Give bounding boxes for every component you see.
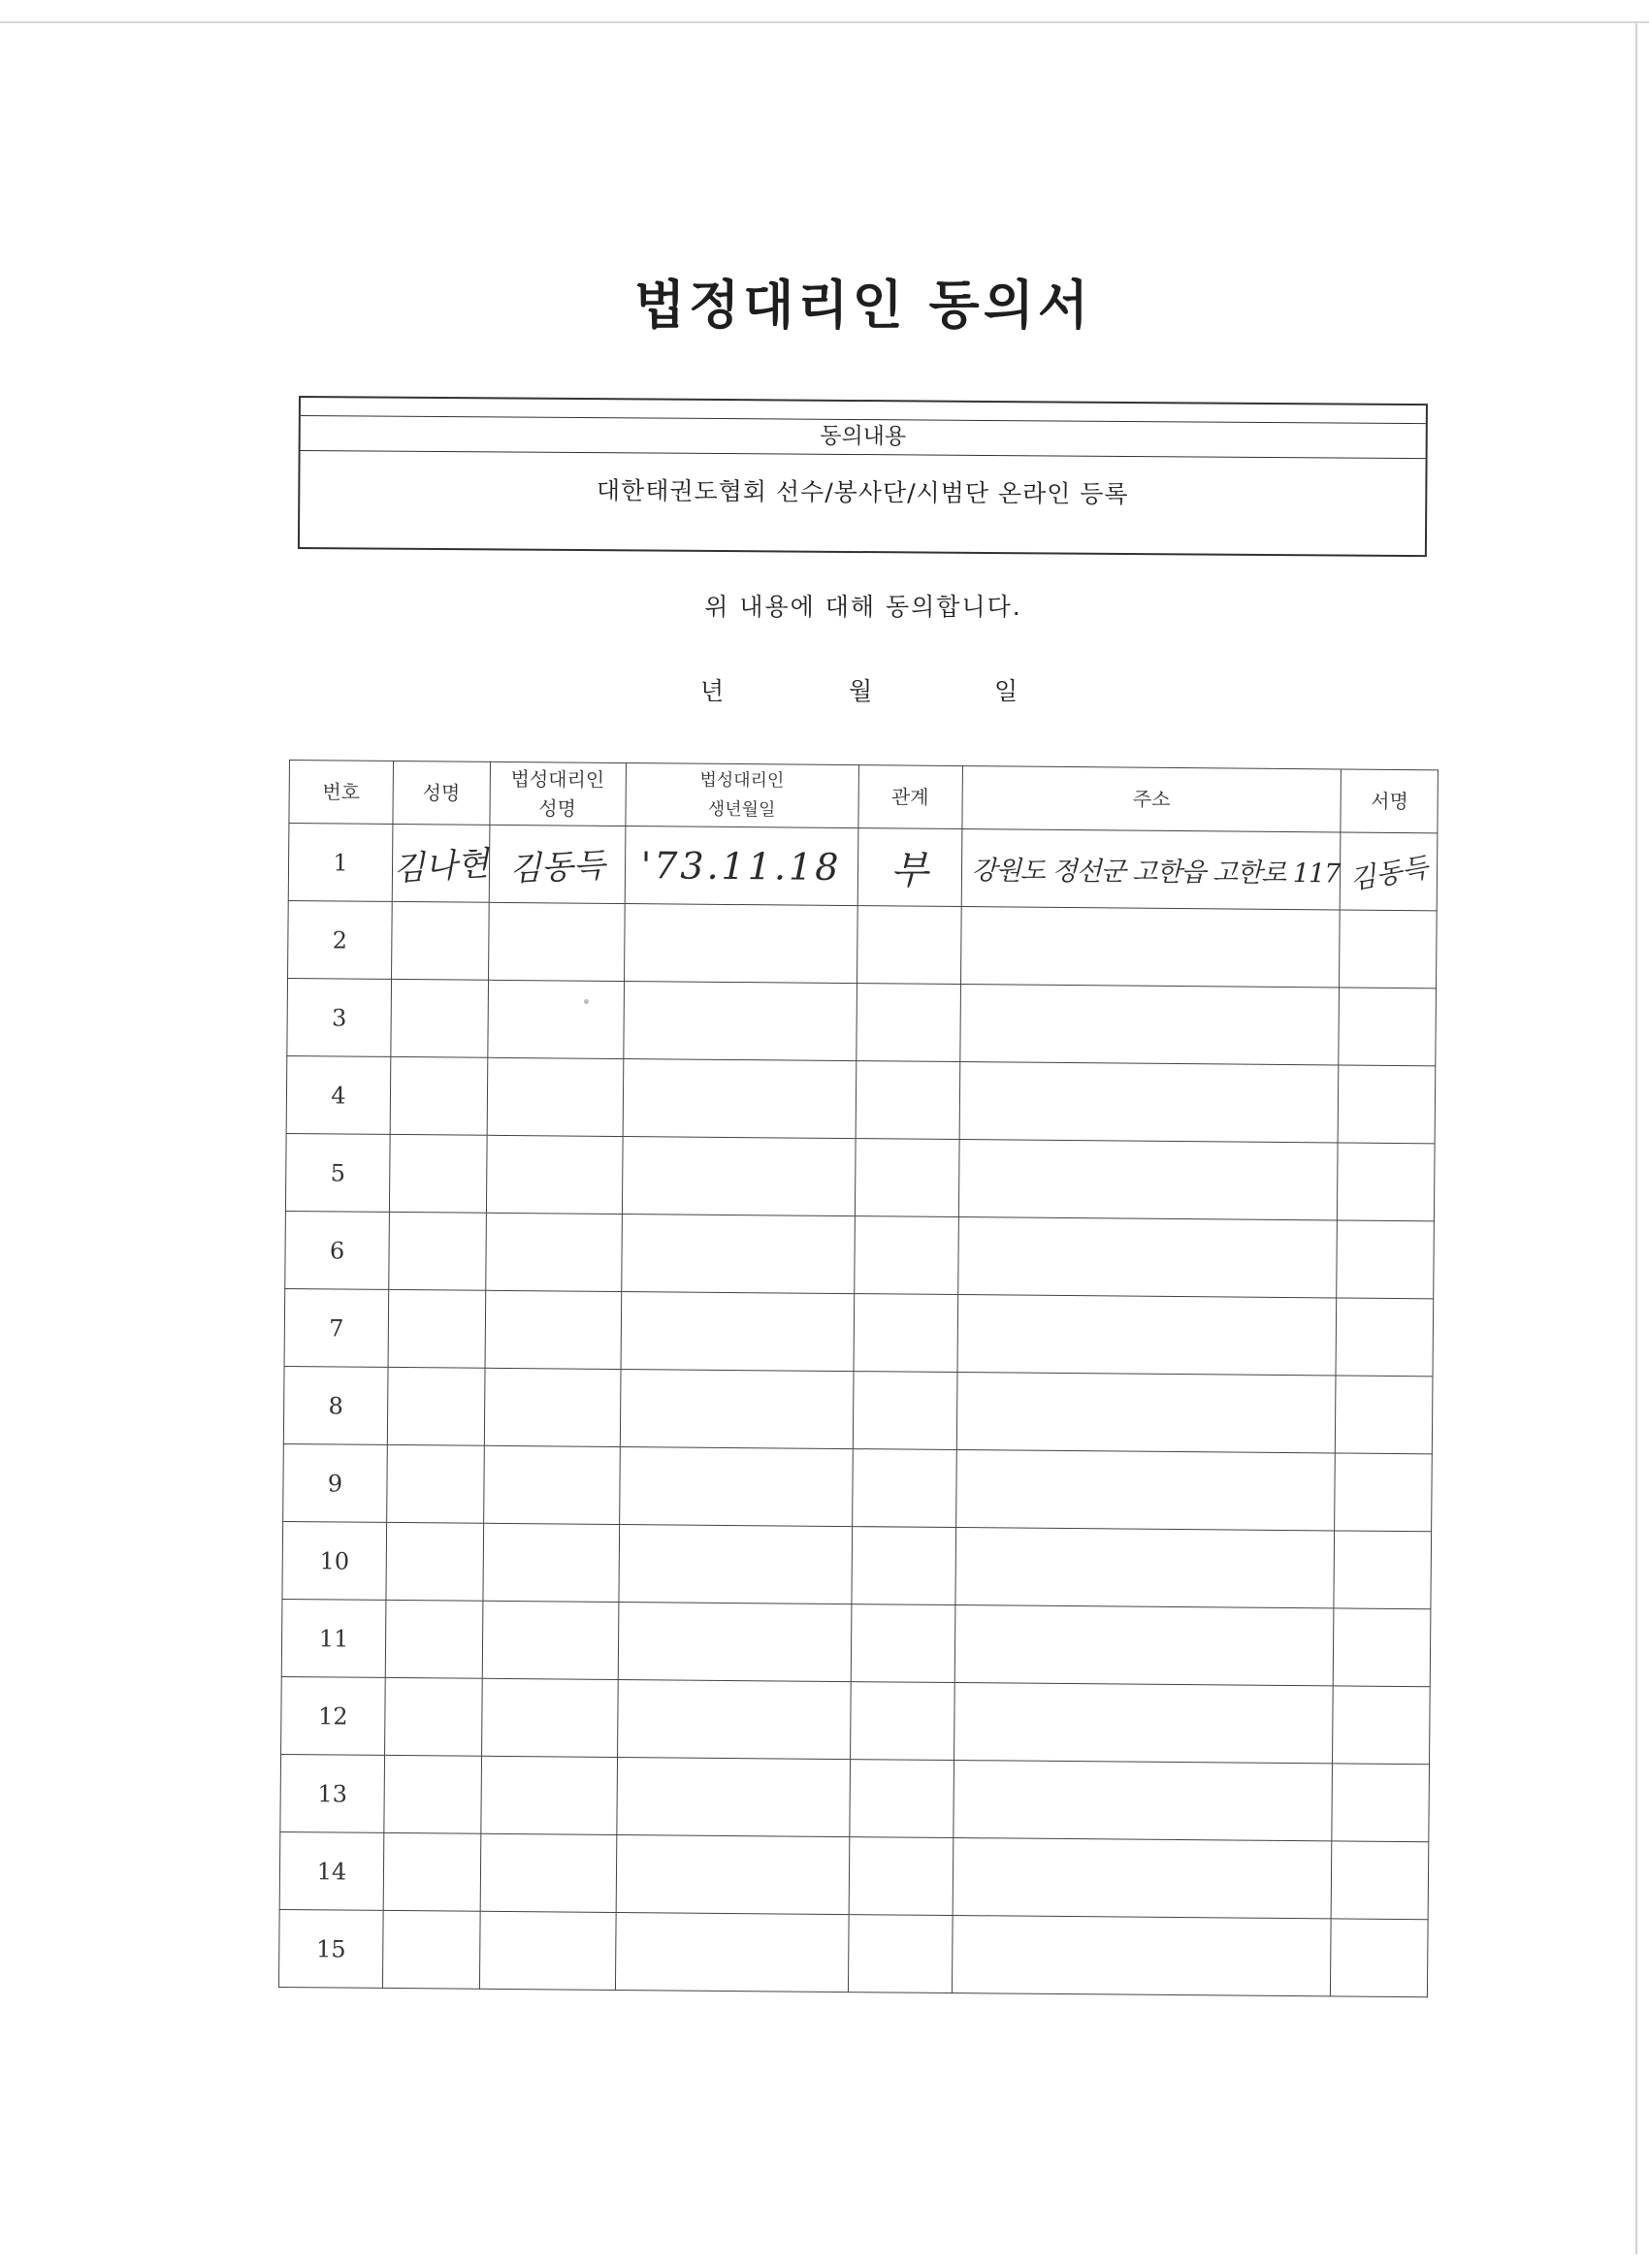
cell-guardian-name: [489, 825, 626, 903]
cell-name: [390, 1056, 487, 1135]
consent-box: [298, 396, 1428, 557]
row-number: 4: [286, 1055, 391, 1134]
cell-signature: [1339, 988, 1437, 1066]
table-row: [279, 1831, 1429, 1919]
cell-relation: [855, 1139, 959, 1217]
table-header-row: [289, 761, 1439, 833]
row-number: 12: [281, 1676, 386, 1755]
consent-text: 대한태권도협회 선수/봉사단/시범단 온라인 등록: [596, 476, 1129, 508]
cell-guardian-birth: [622, 1137, 856, 1216]
table-row: [288, 824, 1438, 911]
document-title: 법정대리인 동의서: [633, 274, 1093, 336]
table-row: [284, 1288, 1434, 1376]
cell-relation: [852, 1449, 956, 1528]
cell-guardian-birth: [619, 1447, 853, 1527]
cell-relation: [857, 906, 961, 985]
table-row: [278, 1909, 1428, 1996]
cell-guardian-birth: [625, 826, 858, 906]
cell-address: [955, 1450, 1336, 1531]
cell-guardian-birth: [621, 1215, 855, 1294]
handwritten-signature: 김동득: [1347, 850, 1431, 895]
table-row: [285, 1211, 1435, 1298]
cell-signature: [1341, 832, 1439, 911]
cell-guardian-name: [480, 1833, 617, 1912]
header-guardian-birth: 법성대리인 생년월일: [625, 763, 858, 828]
cell-relation: [849, 1760, 954, 1838]
cell-relation: [857, 828, 962, 907]
cell-address: [959, 1062, 1340, 1143]
cell-guardian-name: [485, 1213, 622, 1291]
cell-relation: [851, 1604, 955, 1683]
row-number: 14: [279, 1831, 384, 1910]
table-row: [283, 1366, 1433, 1453]
cell-name: [382, 1910, 479, 1989]
table-row: [281, 1676, 1431, 1764]
handwritten-guardian-birth: '73.11.18: [640, 843, 842, 889]
cell-address: [961, 829, 1342, 910]
row-number: 8: [283, 1366, 388, 1444]
row-number: 10: [282, 1521, 387, 1600]
cell-guardian-birth: [621, 1292, 855, 1372]
row-number: 7: [284, 1288, 389, 1367]
cell-name: [389, 1212, 486, 1290]
cell-signature: [1332, 1841, 1430, 1920]
cell-signature: [1340, 910, 1438, 988]
header-no: 번호: [289, 761, 394, 825]
table-row: [280, 1754, 1430, 1841]
cell-guardian-birth: [623, 1059, 857, 1139]
cell-address: [957, 1217, 1338, 1298]
cell-signature: [1336, 1376, 1434, 1454]
table-row: [282, 1521, 1432, 1608]
cell-name: [387, 1444, 484, 1523]
cell-address: [953, 1838, 1333, 1919]
cell-relation: [850, 1682, 954, 1761]
cell-relation: [849, 1837, 954, 1916]
cell-address: [954, 1683, 1334, 1764]
cell-relation: [854, 1294, 958, 1373]
handwritten-name: 김나현: [392, 844, 490, 890]
cell-name: [386, 1522, 483, 1601]
cell-guardian-birth: [616, 1834, 850, 1914]
cell-relation: [854, 1216, 958, 1295]
cell-signature: [1339, 1065, 1437, 1144]
cell-guardian-name: [487, 1057, 624, 1136]
cell-guardian-name: [484, 1368, 621, 1446]
cell-signature: [1334, 1608, 1432, 1687]
cell-address: [954, 1605, 1335, 1686]
header-signature: 서명: [1341, 769, 1439, 833]
scan-edge-right: [1635, 23, 1637, 2254]
cell-name: [392, 901, 489, 980]
cell-signature: [1334, 1531, 1432, 1609]
cell-name: [384, 1755, 481, 1833]
cell-guardian-name: [479, 1911, 616, 1990]
handwritten-guardian-name: 김동득: [508, 846, 606, 890]
cell-address: [952, 1916, 1332, 1996]
cell-signature: [1333, 1686, 1431, 1765]
row-number: 2: [288, 900, 393, 979]
cell-guardian-name: [487, 980, 624, 1058]
row-number: 9: [283, 1443, 388, 1522]
row-number: 15: [278, 1909, 383, 1988]
date-year-label: 년: [700, 677, 725, 705]
cell-relation: [851, 1527, 955, 1605]
cell-guardian-birth: [616, 1757, 850, 1836]
date-day-label: 일: [994, 677, 1018, 705]
cell-signature: [1331, 1919, 1429, 1997]
cell-address: [960, 907, 1341, 988]
header-address: 주소: [961, 766, 1341, 832]
table-row: [285, 1133, 1435, 1220]
cell-guardian-name: [480, 1756, 617, 1834]
cell-guardian-birth: [617, 1679, 851, 1759]
table-row: [288, 900, 1438, 988]
consent-heading: 동의내용: [820, 423, 907, 450]
cell-address: [954, 1528, 1335, 1608]
cell-guardian-birth: [623, 982, 857, 1061]
cell-name: [388, 1289, 485, 1368]
cell-name: [387, 1367, 484, 1445]
cell-guardian-name: [486, 1135, 623, 1214]
table-row: [281, 1599, 1431, 1686]
cell-name: [391, 979, 488, 1057]
cell-relation: [856, 1061, 960, 1140]
scan-edge-top: [0, 21, 1649, 23]
cell-guardian-birth: [618, 1602, 852, 1681]
table-row: [286, 1055, 1436, 1143]
handwritten-relation: 부: [890, 848, 929, 893]
cell-guardian-name: [485, 1290, 622, 1369]
cell-name: [385, 1677, 482, 1756]
cell-address: [953, 1761, 1333, 1841]
cell-name: [385, 1600, 482, 1678]
row-number: 5: [285, 1133, 390, 1212]
date-month-label: 월: [849, 677, 873, 705]
header-name: 성명: [393, 761, 490, 825]
cell-guardian-name: [488, 902, 625, 981]
cell-relation: [848, 1915, 953, 1993]
cell-guardian-name: [483, 1445, 620, 1524]
agreement-statement: 위 내용에 대해 동의합니다.: [704, 593, 1022, 621]
table-row: [287, 978, 1437, 1065]
cell-relation: [856, 984, 960, 1062]
cell-relation: [853, 1372, 957, 1450]
cell-signature: [1335, 1453, 1433, 1532]
cell-signature: [1337, 1220, 1435, 1299]
cell-guardian-name: [482, 1601, 619, 1679]
cell-address: [956, 1373, 1337, 1453]
cell-guardian-birth: [624, 904, 857, 984]
row-number: 13: [280, 1754, 385, 1832]
row-number: 1: [288, 824, 393, 902]
cell-guardian-name: [482, 1523, 619, 1602]
cell-name: [383, 1832, 480, 1911]
cell-name: [392, 824, 489, 902]
cell-guardian-birth: [618, 1524, 852, 1604]
cell-address: [957, 1295, 1338, 1376]
cell-guardian-birth: [620, 1370, 854, 1449]
cell-signature: [1332, 1764, 1430, 1842]
table-row: [283, 1443, 1433, 1531]
row-number: 3: [287, 978, 392, 1056]
cell-guardian-name: [481, 1678, 618, 1757]
cell-address: [958, 1140, 1339, 1220]
handwritten-address: 강원도 정선군 고한읍 고한로 117: [971, 856, 1341, 890]
cell-signature: [1338, 1143, 1436, 1221]
guardian-table: [278, 760, 1439, 1997]
row-number: 11: [281, 1599, 386, 1677]
cell-address: [959, 985, 1340, 1065]
header-guardian-name: 법성대리인 성명: [489, 761, 626, 826]
header-relation: 관계: [857, 765, 962, 829]
cell-signature: [1336, 1298, 1434, 1377]
cell-guardian-birth: [615, 1912, 849, 1992]
row-number: 6: [285, 1211, 390, 1289]
cell-name: [389, 1134, 486, 1213]
